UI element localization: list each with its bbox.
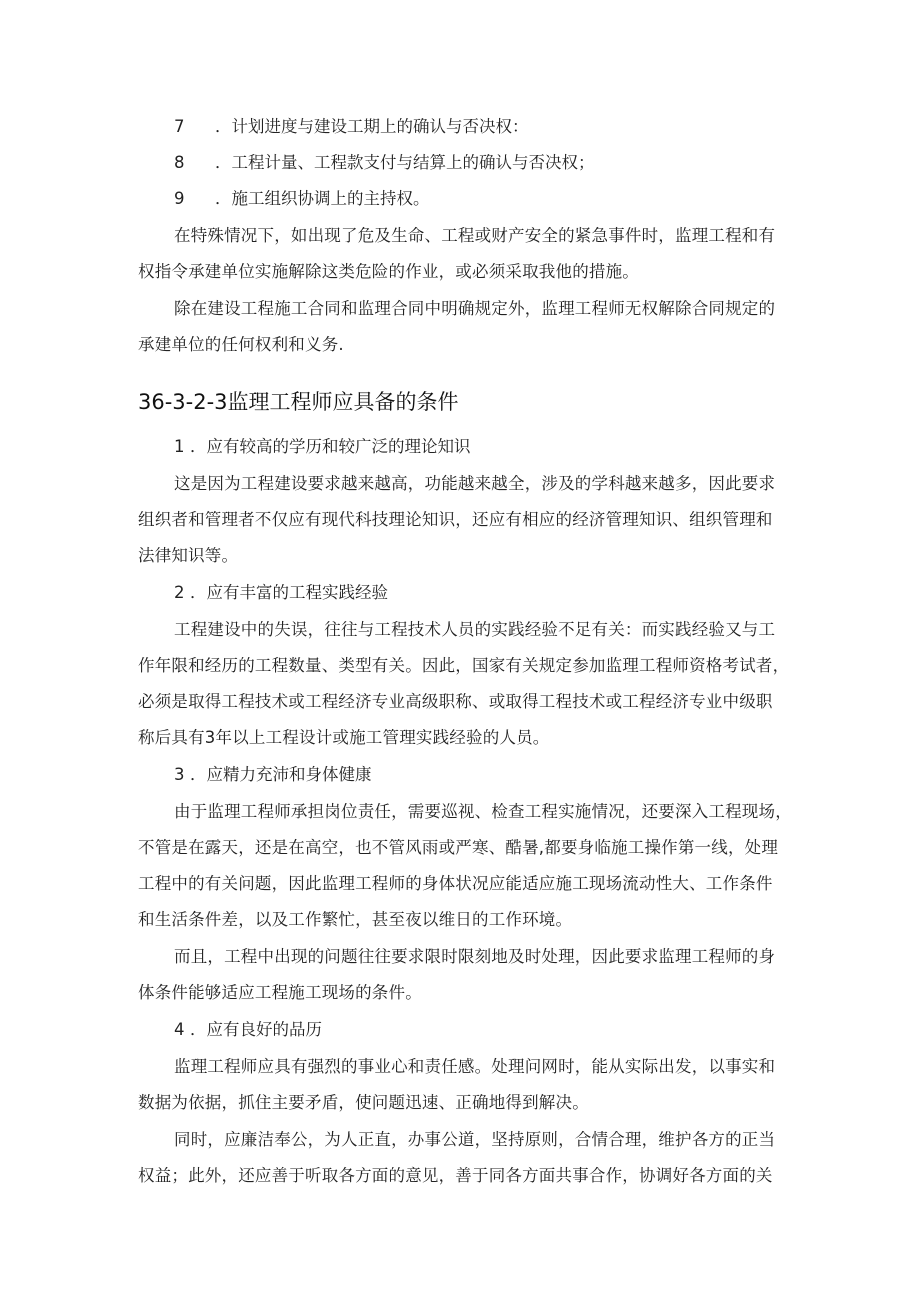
list-item-number: 2 (174, 583, 185, 602)
paragraph-line: 体条件能够适应工程施工现场的条件。 (138, 983, 422, 1002)
paragraph-line: 权益；此外，还应善于听取各方面的意见，善于同各方面共事合作，协调好各方面的关 (138, 1166, 773, 1185)
list-item-title: ．应有丰富的工程实践经验 (190, 583, 388, 602)
paragraph-line: 这是因为工程建设要求越来越高，功能越来越全，涉及的学科越来越多，因此要求 (174, 474, 776, 493)
list-item-number: 4 (174, 1020, 185, 1039)
paragraph-line: 不管是在露天，还是在高空，也不管风雨或严寒、酷暑,都要身临施工操作第一线，处理 (138, 838, 779, 857)
list-item-text: ．工程计量、工程款支付与结算上的确认与否决权； (215, 153, 595, 172)
list-item-title: ．应有较高的学历和较广泛的理论知识 (190, 437, 471, 456)
list-item-number: 1 (174, 437, 185, 456)
paragraph-line: 必须是取得工程技术或工程经济专业高级职称、或取得工程技术或工程经济专业中级职 (138, 692, 773, 711)
list-item-title: ．应精力充沛和身体健康 (190, 765, 372, 784)
paragraph-line: 除在建设工程施工合同和监理合同中明确规定外，监理工程师无权解除合同规定的 (174, 299, 776, 318)
paragraph-line: 工程建设中的失误，往往与工程技术人员的实践经验不足有关：而实践经验又与工 (174, 620, 776, 639)
list-item-number: 9 (174, 189, 185, 208)
paragraph-line: 在特殊情况下，如出现了危及生命、工程或财产安全的紧急事件时，监理工程和有 (174, 226, 776, 245)
paragraph-line: 称后具有3年以上工程设计或施工管理实践经验的人员。 (138, 728, 550, 747)
list-item-text: ．施工组织协调上的主持权。 (215, 189, 430, 208)
list-item-number: 8 (174, 153, 185, 172)
paragraph-line: 由于监理工程师承担岗位责任，需要巡视、检查工程实施情况，还要深入工程现场， (174, 802, 792, 821)
list-item-title: ．应有良好的品历 (190, 1020, 322, 1039)
section-heading: 36-3-2-3监理工程师应具备的条件 (138, 390, 459, 414)
paragraph-line: 权指令承建单位实施解除这类危险的作业，或必须采取我他的措施。 (138, 262, 639, 281)
paragraph-line: 而且，工程中出现的问题往往要求限时限刻地及时处理，因此要求监理工程师的身 (174, 947, 776, 966)
paragraph-line: 数据为依据，抓住主要矛盾，使问题迅速、正确地得到解决。 (138, 1093, 589, 1112)
list-item-number: 3 (174, 765, 185, 784)
paragraph-line: 工程中的有关问题，因此监理工程师的身体状况应能适应施工现场流动性大、工作条件 (138, 874, 773, 893)
list-item-number: 7 (174, 117, 185, 136)
paragraph-line: 作年限和经历的工程数量、类型有关。因此，国家有关规定参加监理工程师资格考试者， (138, 656, 790, 675)
paragraph-line: 同时，应廉洁奉公，为人正直，办事公道，坚持原则，合情合理，维护各方的正当 (174, 1130, 776, 1149)
paragraph-line: 组织者和管理者不仅应有现代科技理论知识，还应有相应的经济管理知识、组织管理和 (138, 510, 773, 529)
paragraph-line: 和生活条件差，以及工作繁忙，甚至夜以维日的工作环境。 (138, 910, 573, 929)
paragraph-line: 承建单位的任何权利和义务. (138, 335, 344, 354)
paragraph-line: 监理工程师应具有强烈的事业心和责任感。处理问网时，能从实际出发，以事实和 (174, 1057, 776, 1076)
paragraph-line: 法律知识等。 (138, 546, 239, 565)
list-item-text: ．计划进度与建设工期上的确认与否决权： (215, 117, 529, 136)
